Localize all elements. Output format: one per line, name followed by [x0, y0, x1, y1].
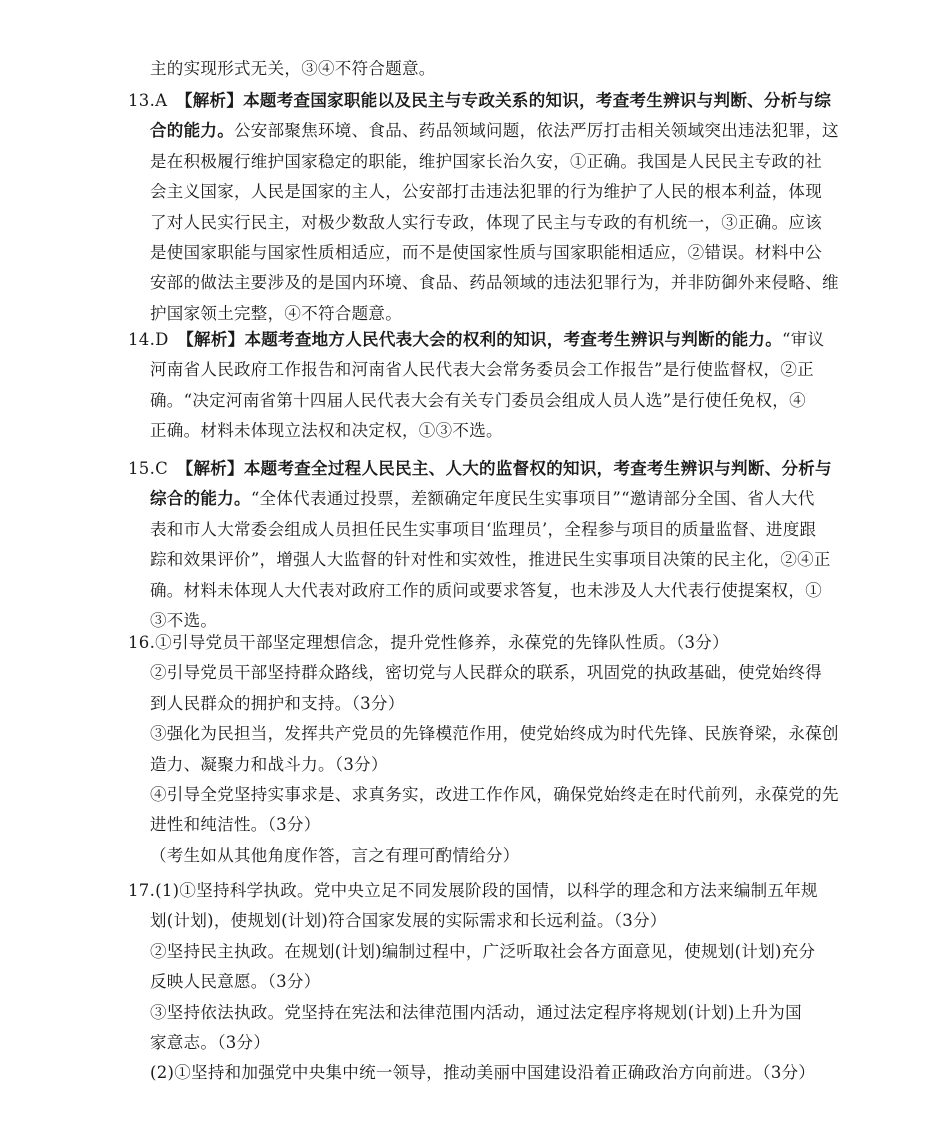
- text-line: [150, 610, 217, 632]
- analysis-summary: 本题考查地方人民代表大会的权利的知识，考查考生辨识与判断的能力。: [244, 330, 783, 349]
- body-text: 公安部聚焦环境、食品、药品领域问题，依法严厉打击相关领域突出违法犯罪，这: [234, 121, 839, 141]
- question-number: 15.C: [128, 459, 169, 478]
- analysis-tag: 【解析】: [177, 330, 245, 349]
- question-number: 17.: [128, 881, 156, 900]
- body-text: 是使国家职能与国家性质相适应，而不是使国家性质与国家职能相适应，②错误。材料中公: [150, 243, 822, 262]
- text-line: [150, 420, 503, 442]
- text-line: [150, 814, 321, 836]
- body-text: ②引导党员干部坚持群众路线，密切党与人民群众的联系，巩固党的执政基础，使党始终得: [150, 663, 822, 683]
- text-line: [150, 723, 839, 745]
- text-line: [128, 632, 729, 654]
- body-text: 划(计划)，使规划(计划)符合国家发展的实际需求和长远利益。（3分）: [150, 911, 667, 931]
- text-line: [150, 58, 436, 80]
- body-text: 到人民群众的拥护和支持。（3分）: [150, 693, 405, 713]
- text-line: [150, 580, 822, 602]
- spacer: [168, 459, 177, 478]
- body-text: 表和市人大常委会组成人员担任民生实事项目‘监理员’，全程参与项目的质量监督、进度跟: [150, 519, 817, 539]
- text-line: [150, 662, 822, 684]
- text-line: [150, 693, 405, 715]
- body-text: （考生如从其他角度作答，言之有理可酌情给分）: [150, 845, 520, 865]
- text-line: [128, 458, 832, 480]
- text-line: [128, 329, 824, 351]
- analysis-summary: 综合的能力。: [150, 489, 251, 509]
- text-line: [150, 845, 520, 867]
- text-line: [150, 212, 822, 234]
- text-line: [150, 754, 388, 776]
- body-text: 进性和纯洁性。（3分）: [150, 815, 321, 835]
- body-text: ④引导全党坚持实事求是、求真务实，改进工作作风，确保党始终走在时代前列，永葆党的先: [150, 785, 839, 804]
- text-line: [150, 1062, 815, 1084]
- body-text: “审议: [782, 330, 825, 349]
- body-text: (1)①坚持科学执政。党中央立足不同发展阶段的国情，以科学的理念和方法来编制五年规: [155, 881, 818, 900]
- body-text: ①引导党员干部坚定理想信念，提升党性修养，永葆党的先锋队性质。（3分）: [155, 633, 729, 652]
- text-line: [150, 181, 822, 203]
- body-text: ③坚持依法执政。党坚持在宪法和法律范围内活动，通过法定程序将规划(计划)上升为国: [150, 1002, 802, 1022]
- text-line: [150, 910, 667, 932]
- body-text: 是在积极履行维护国家稳定的职能，维护国家长治久安，①正确。我国是人民民主专政的社: [150, 151, 822, 171]
- body-text: (2)①坚持和加强党中央集中统一领导，推动美丽中国建设沿着正确政治方向前进。（3分）: [150, 1063, 816, 1083]
- body-text: 反映人民意愿。（3分）: [150, 972, 321, 992]
- body-text: 确。“决定河南省第十四届人民代表大会有关专门委员会组成人员人选”是行使任免权，④: [150, 390, 806, 410]
- text-line: [150, 151, 822, 173]
- text-line: [150, 971, 321, 993]
- analysis-tag: 【解析】: [176, 459, 244, 478]
- spacer: [169, 330, 178, 349]
- body-text: 正确。材料未体现立法权和决定权，①③不选。: [150, 421, 503, 441]
- body-text: 会主义国家，人民是国家的主人，公安部打击违法犯罪的行为维护了人民的根本利益，体现: [150, 182, 822, 202]
- analysis-summary: 本题考查国家职能以及民主与专政关系的知识，考查考生辨识与判断、分析与综: [243, 91, 832, 110]
- question-number: 14.D: [128, 330, 169, 349]
- body-text: ③强化为民担当，发挥共产党员的先锋模范作用，使党始终成为时代先锋、民族脊梁，永葆创: [150, 724, 839, 744]
- body-text: 了对人民实行民主，对极少数敌人实行专政，体现了民主与专政的有机统一，③正确。应该: [150, 212, 822, 232]
- body-text: 造力、凝聚力和战斗力。（3分）: [150, 754, 388, 774]
- text-line: [150, 941, 815, 963]
- text-line: [150, 390, 806, 412]
- body-text: 主的实现形式无关，③④不符合题意。: [150, 59, 436, 78]
- text-line: [128, 90, 831, 112]
- body-text: 护国家领土完整，④不符合题意。: [150, 303, 402, 323]
- text-line: [150, 1002, 802, 1024]
- body-text: 安部的做法主要涉及的是国内环境、食品、药品领域的违法犯罪行为，并非防御外来侵略、维: [150, 273, 839, 293]
- question-number: 13.A: [128, 91, 168, 110]
- question-number: 16.: [128, 633, 156, 652]
- text-line: [150, 488, 815, 510]
- body-text: “全体代表通过投票，差额确定年度民生实事项目”“邀请部分全国、省人大代: [250, 489, 815, 509]
- spacer: [167, 91, 176, 110]
- text-line: [150, 242, 822, 264]
- body-text: 河南省人民政府工作报告和河南省人民代表大会常务委员会工作报告”是行使监督权，②正: [150, 360, 814, 380]
- body-text: ②坚持民主执政。在规划(计划)编制过程中，广泛听取社会各方面意见，使规划(计划)充分: [150, 941, 816, 961]
- body-text: ③不选。: [150, 611, 218, 630]
- text-line: [128, 880, 818, 902]
- body-text: 家意志。（3分）: [150, 1033, 271, 1052]
- body-text: 确。材料未体现人大代表对政府工作的质问或要求答复，也未涉及人大代表行使提案权，①: [150, 580, 822, 600]
- text-line: [150, 1032, 270, 1054]
- text-line: [150, 359, 814, 381]
- body-text: 踪和效果评价”，增强人大监督的针对性和实效性，推进民生实事项目决策的民主化，②④正: [150, 550, 831, 570]
- text-line: [150, 120, 839, 142]
- analysis-summary: 本题考查全过程人民民主、人大的监督权的知识，考查考生辨识与判断、分析与: [243, 459, 832, 478]
- analysis-tag: 【解析】: [175, 91, 244, 110]
- analysis-summary: 合的能力。: [150, 121, 234, 141]
- text-line: [150, 784, 839, 806]
- text-line: [150, 303, 402, 325]
- text-line: [150, 549, 831, 571]
- text-line: [150, 519, 816, 541]
- text-line: [150, 272, 839, 294]
